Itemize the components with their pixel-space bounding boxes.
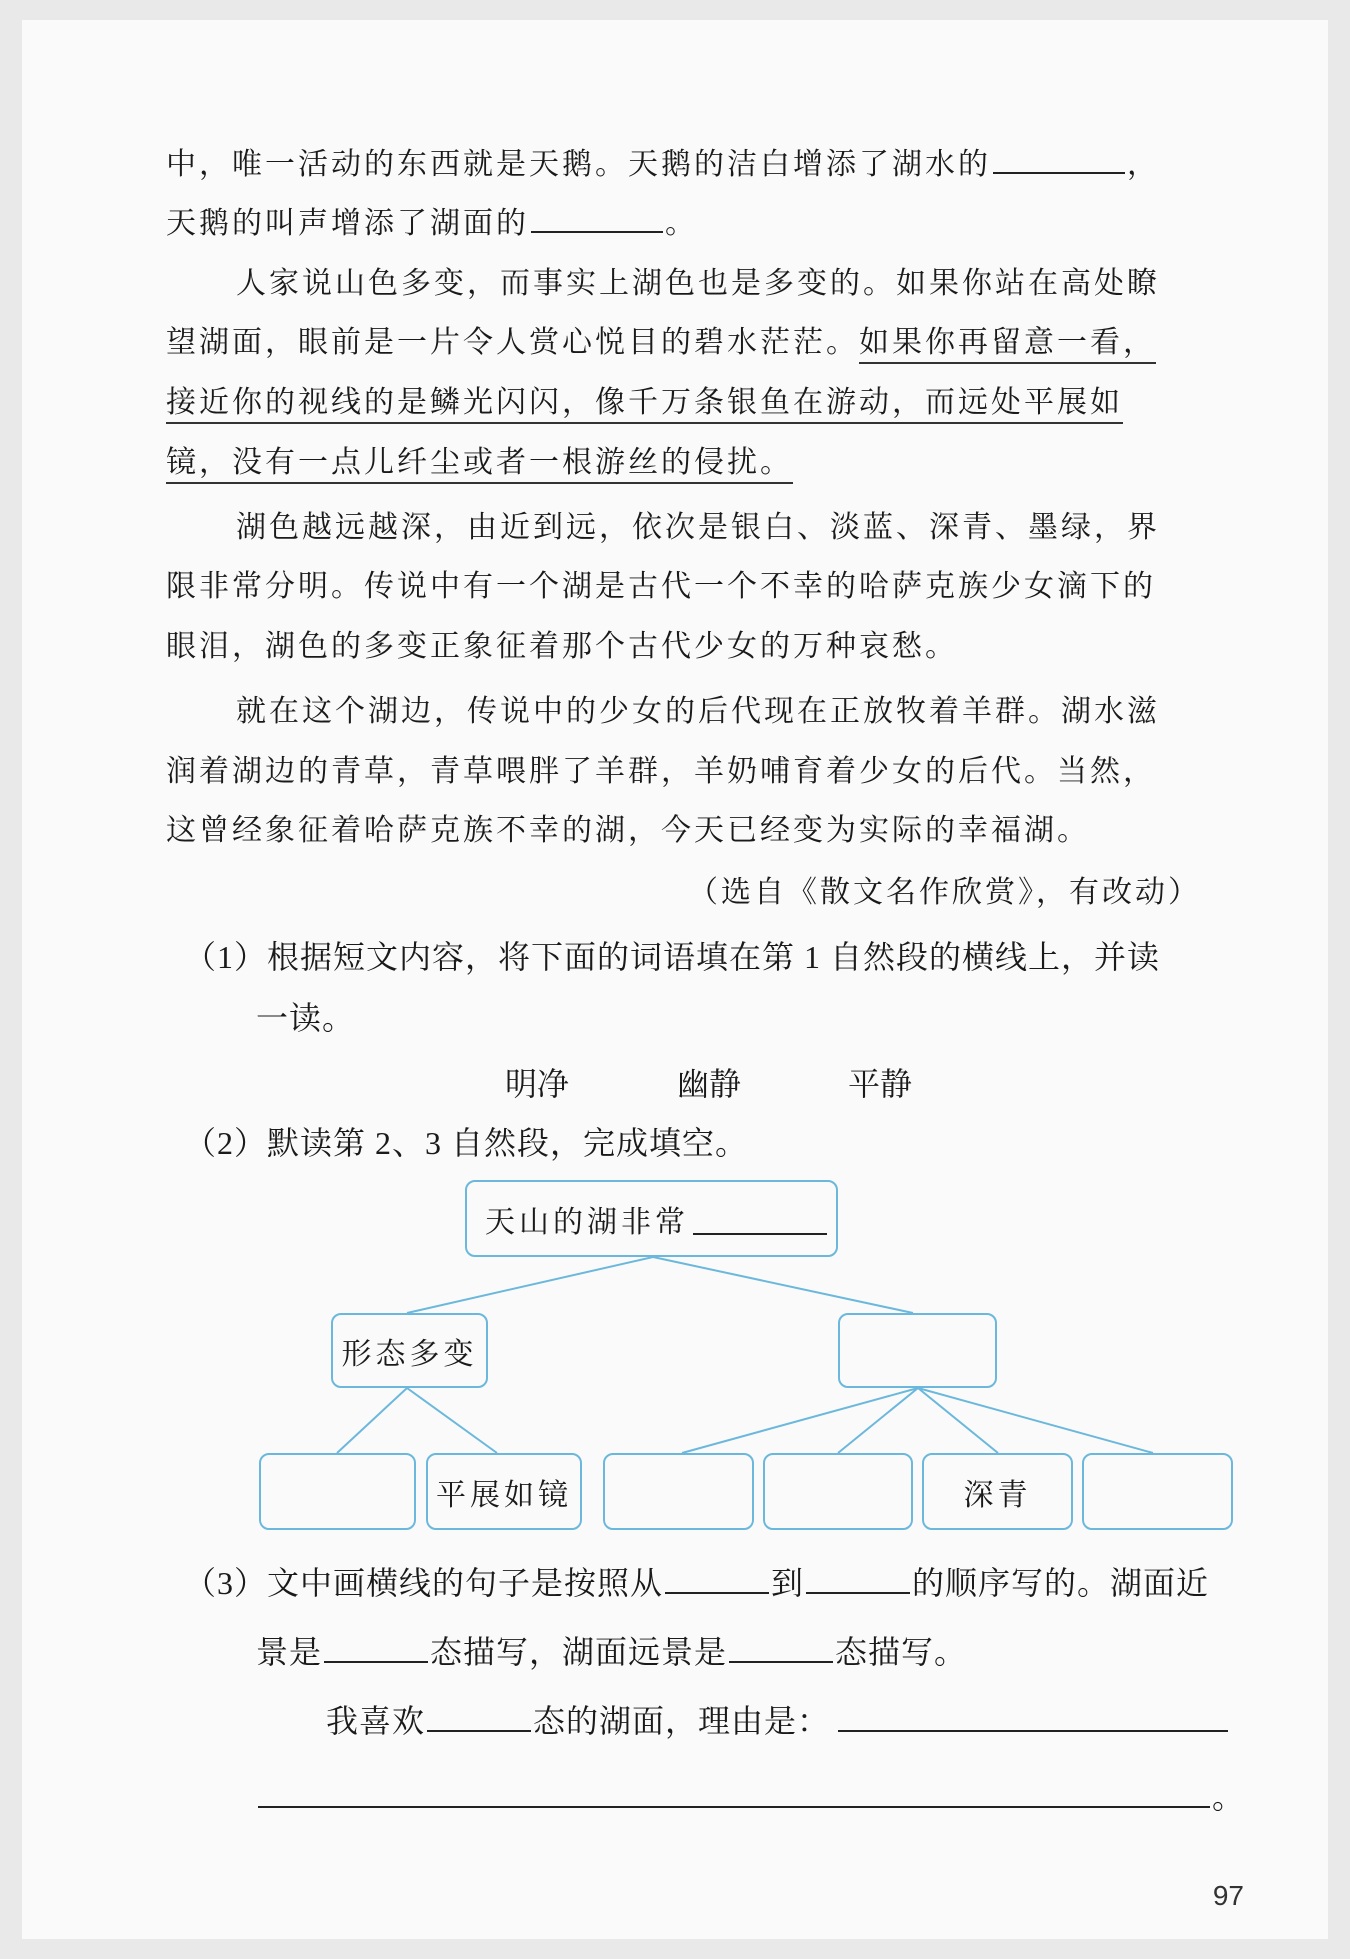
connector-right-leaf5 (918, 1388, 998, 1453)
word-option-1: 明净 (505, 1066, 570, 1102)
text: 态的湖面，理由是： (533, 1703, 831, 1739)
diagram-leaf-4-blank[interactable] (763, 1453, 913, 1530)
word-option-2: 幽静 (677, 1066, 742, 1102)
text: 景是 (256, 1634, 323, 1670)
question-3-line-4 (256, 1776, 1245, 1817)
connector-left-leaf2 (407, 1388, 497, 1453)
connector-root-right (653, 1257, 913, 1313)
paragraph-3-line-2: 限非常分明。传说中有一个湖是古代一个不幸的哈萨克族少女滴下的 (166, 569, 1156, 604)
question-3-line-2 (256, 1631, 967, 1672)
text: 天鹅的叫声增添了湖面的 (166, 206, 529, 241)
connector-right-leaf4 (838, 1388, 918, 1453)
answer-blank-prefer[interactable] (427, 1700, 531, 1732)
text: 望湖面，眼前是一片令人赏心悦目的碧水茫茫。 (166, 325, 859, 360)
root-label: 天山的湖非常 (485, 1204, 689, 1240)
answer-blank-reason[interactable] (838, 1700, 1228, 1732)
question-1-line-1: （1）根据短文内容，将下面的词语填在第 1 自然段的横线上，并读 (184, 939, 1161, 975)
underlined-sentence: 镜，没有一点儿纤尘或者一根游丝的侵扰。 (166, 445, 793, 484)
text: ， (1127, 147, 1160, 182)
paragraph-3-line-3: 眼泪，湖色的多变正象征着那个古代少女的万种哀愁。 (166, 629, 958, 664)
page-number: 97 (1212, 1880, 1244, 1911)
connector-right-leaf6 (918, 1388, 1153, 1453)
diagram-leaf-3-blank[interactable] (603, 1453, 754, 1530)
diagram-leaf-1-blank[interactable] (259, 1453, 416, 1530)
diagram-leaf-5: 深青 (922, 1453, 1073, 1530)
question-3-line-3 (326, 1700, 1230, 1741)
paragraph-4-line-2: 润着湖边的青草，青草喂胖了羊群，羊奶哺育着少女的后代。当然， (166, 754, 1156, 789)
paragraph-3-line-1: 湖色越远越深，由近到远，依次是银白、淡蓝、深青、墨绿，界 (236, 510, 1160, 545)
answer-blank-far[interactable] (729, 1631, 833, 1663)
text: 中，唯一活动的东西就是天鹅。天鹅的洁白增添了湖水的 (166, 147, 991, 182)
diagram-leaf-2: 平展如镜 (426, 1453, 582, 1530)
diagram-leaf-6-blank[interactable] (1082, 1453, 1233, 1530)
diagram-left-node: 形态多变 (331, 1313, 488, 1388)
text: 我喜欢 (326, 1703, 426, 1739)
text: 。 (665, 206, 698, 241)
connector-left-leaf1 (337, 1388, 407, 1453)
text: （3）文中画横线的句子是按照从 (184, 1565, 664, 1601)
diagram-root-node (465, 1180, 838, 1257)
root-answer-blank[interactable] (693, 1203, 827, 1235)
text: 的顺序写的。湖面近 (912, 1565, 1210, 1601)
text: 态描写。 (835, 1634, 968, 1670)
answer-blank-reason-continued[interactable] (258, 1776, 1210, 1808)
answer-blank-from[interactable] (665, 1562, 769, 1594)
paragraph-2-line-1: 人家说山色多变，而事实上湖色也是多变的。如果你站在高处瞭 (236, 266, 1160, 301)
underlined-sentence: 接近你的视线的是鳞光闪闪，像千万条银鱼在游动，而远处平展如 (166, 385, 1123, 424)
question-2: （2）默读第 2、3 自然段，完成填空。 (184, 1125, 749, 1161)
paragraph-4-line-3: 这曾经象征着哈萨克族不幸的湖，今天已经变为实际的幸福湖。 (166, 813, 1090, 848)
text: 态描写，湖面远景是 (430, 1634, 728, 1670)
answer-blank-near[interactable] (324, 1631, 428, 1663)
answer-blank-to[interactable] (806, 1562, 910, 1594)
question-3-line-1 (184, 1562, 1209, 1603)
text: 到 (771, 1565, 805, 1601)
underlined-sentence: 如果你再留意一看， (859, 325, 1156, 364)
word-option-3: 平静 (848, 1066, 913, 1102)
source-citation: （选自《散文名作欣赏》，有改动） (688, 875, 1201, 910)
connector-right-leaf3 (682, 1388, 918, 1453)
question-1-line-2: 一读。 (256, 1000, 356, 1036)
text: 。 (1212, 1779, 1246, 1815)
connector-root-left (407, 1257, 653, 1313)
paragraph-4-line-1: 就在这个湖边，传说中的少女的后代现在正放牧着羊群。湖水滋 (236, 694, 1160, 729)
diagram-right-node-blank[interactable] (838, 1313, 997, 1388)
